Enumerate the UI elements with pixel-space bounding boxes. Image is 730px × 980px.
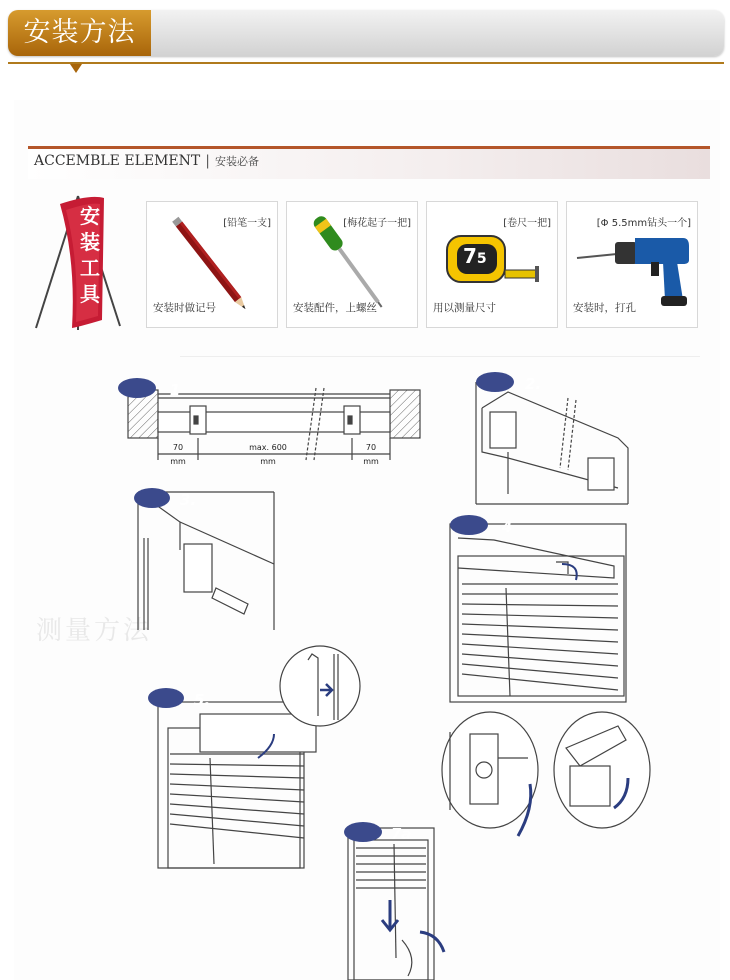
tool-card-tape-measure [426, 201, 558, 328]
step-1-badge [118, 378, 181, 399]
banner-char: 装 [80, 230, 100, 254]
watermark-text: 测量方法 [36, 616, 153, 646]
step-4-badge [450, 515, 513, 536]
dimension-unit-middle: mm [260, 457, 276, 466]
tool-label: [卷尺一把] [503, 218, 551, 229]
step-7a-number: 7a [390, 825, 412, 843]
dimension-unit-right: mm [363, 457, 379, 466]
tool-label: [铅笔一支] [223, 218, 271, 229]
step-3-number: 3. [179, 491, 197, 509]
tools-divider [180, 356, 700, 357]
step-5-diagram [158, 646, 360, 868]
tool-description: 安装时做记号 [153, 302, 216, 314]
tape-measure-number [463, 246, 487, 269]
step-5-badge [148, 688, 211, 709]
dimension-middle: max. 600 [249, 443, 287, 452]
dimension-unit-left: mm [170, 457, 186, 466]
step-7a-badge [344, 822, 412, 843]
header-underline [8, 62, 724, 64]
tape-number-bottom: 5 [476, 251, 487, 267]
banner-char: 安 [80, 204, 100, 228]
step-1-number: 1 [169, 381, 181, 399]
tool-card-pencil [146, 201, 278, 328]
tool-label: [梅花起子一把] [343, 218, 411, 229]
step-4-number: 4 [501, 518, 513, 536]
accemble-element-subtitle: 安装必备 [214, 155, 259, 168]
step-6-detail-views [442, 712, 650, 836]
step-2-number: 2. [524, 375, 542, 393]
banner-text [78, 203, 102, 307]
tool-label: [Φ 5.5mm钻头一个] [596, 218, 691, 229]
header-pointer-icon [70, 64, 82, 73]
banner-char: 工 [80, 256, 100, 280]
tool-description: 用以测量尺寸 [433, 302, 496, 314]
tool-card-screwdriver [286, 201, 418, 328]
step-2-diagram [476, 382, 628, 504]
accemble-element-heading [34, 153, 259, 169]
heading-separator: | [205, 153, 210, 169]
step-4-diagram [450, 524, 626, 702]
dimension-left: 70 [172, 443, 184, 452]
step-3-badge [134, 488, 197, 509]
installation-diagram [98, 368, 722, 980]
step-3-diagram [138, 492, 274, 630]
banner-char: 具 [80, 282, 100, 306]
step-7a-diagram [348, 828, 444, 980]
step-2-badge [476, 372, 542, 393]
tool-description: 安装时，打孔 [573, 302, 636, 314]
step-5-number: 5. [193, 691, 211, 709]
tool-description: 安装配件，上螺丝 [293, 302, 377, 314]
dimension-right: 70 [365, 443, 377, 452]
accemble-element-title: ACCEMBLE ELEMENT [34, 153, 201, 169]
section-header-title: 安装方法 [8, 10, 151, 56]
tape-number-top: 7 [463, 244, 477, 268]
tool-card-drill [566, 201, 698, 328]
